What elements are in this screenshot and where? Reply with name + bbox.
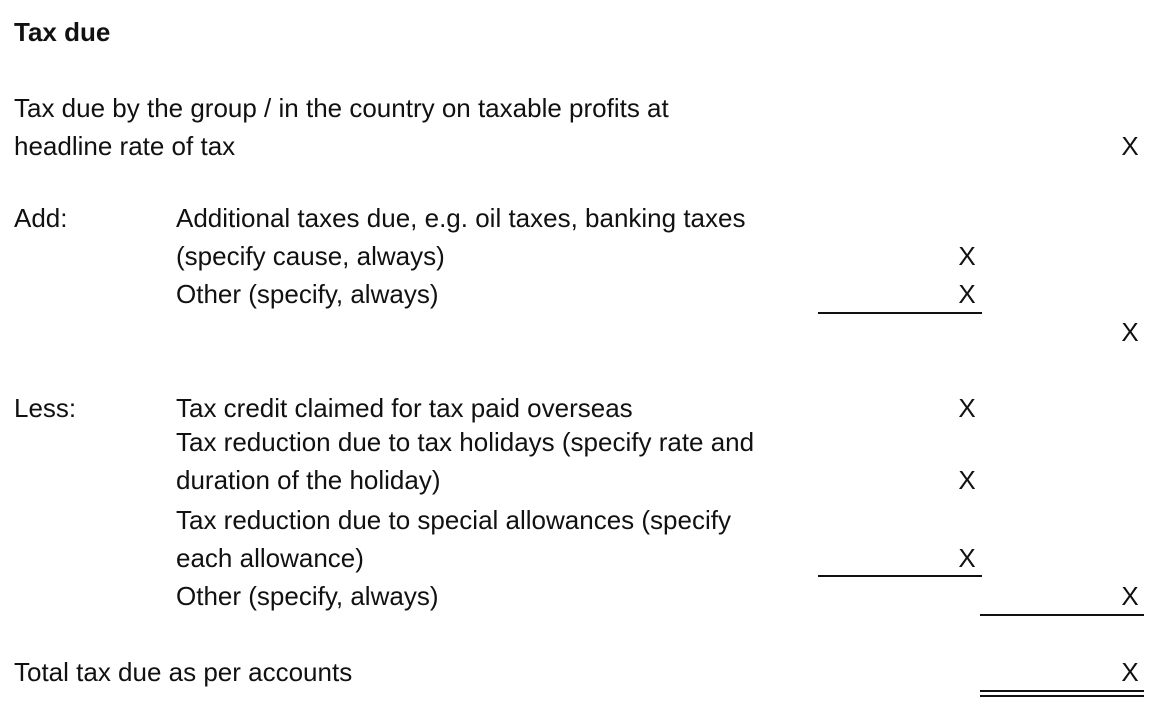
total-double-rule-top: [980, 690, 1144, 692]
less-label: Less:: [14, 393, 77, 423]
headline-tax-label-line2: headline rate of tax: [14, 131, 236, 161]
add-subtotal-amount: X: [1121, 317, 1139, 347]
less-item-special-allowances-line1: Tax reduction due to special allowances (specify: [176, 505, 731, 535]
total-amount: X: [1121, 657, 1139, 687]
less-item-other: Other (specify, always): [176, 581, 439, 611]
add-item-additional-taxes-amount: X: [958, 241, 976, 271]
less-subtotal-rule: [980, 614, 1144, 616]
add-item-additional-taxes-line2: (specify cause, always): [176, 241, 445, 271]
less-item-tax-credit: Tax credit claimed for tax paid overseas: [176, 393, 633, 423]
add-subtotal-rule: [818, 312, 982, 314]
add-item-additional-taxes-line1: Additional taxes due, e.g. oil taxes, banking taxes: [176, 203, 746, 233]
less-item-tax-holidays-amount: X: [958, 465, 976, 495]
less-item-special-allowances-line2: each allowance): [176, 543, 364, 573]
page-title: Tax due: [14, 17, 111, 47]
less-items-rule: [818, 575, 982, 577]
headline-tax-amount: X: [1121, 131, 1139, 161]
total-double-rule-bottom: [980, 695, 1144, 697]
headline-tax-label-line1: Tax due by the group / in the country on taxable profits at: [14, 93, 669, 123]
add-item-other-amount: X: [958, 279, 976, 309]
less-item-tax-credit-amount: X: [958, 393, 976, 423]
less-item-tax-holidays-line2: duration of the holiday): [176, 465, 441, 495]
add-item-other: Other (specify, always): [176, 279, 439, 309]
less-subtotal-amount: X: [1121, 581, 1139, 611]
less-item-special-allowances-amount: X: [958, 543, 976, 573]
less-item-tax-holidays-line1: Tax reduction due to tax holidays (specify rate and: [176, 427, 755, 457]
add-label: Add:: [14, 203, 68, 233]
total-label: Total tax due as per accounts: [14, 657, 353, 687]
